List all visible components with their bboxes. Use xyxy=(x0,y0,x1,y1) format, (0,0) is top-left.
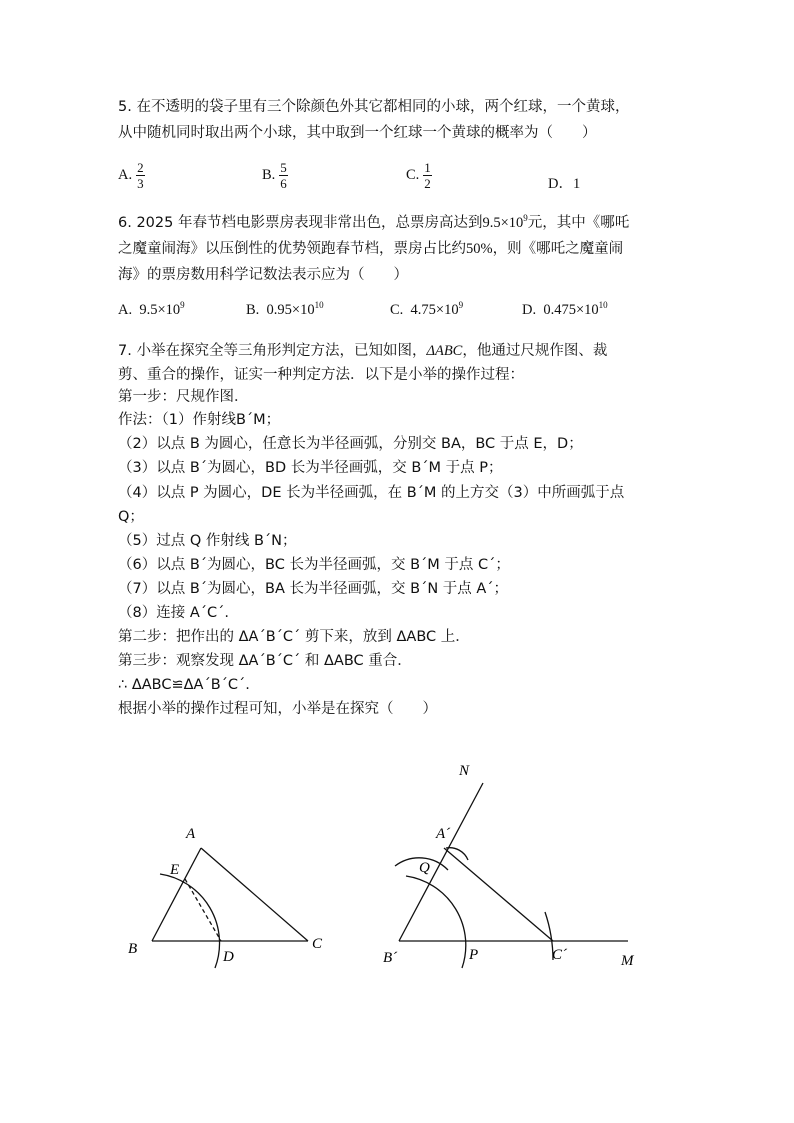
q7-construction-4: （4）以点 P 为圆心，DE 长为半径画弧，在 B´M 的上方交（3）中所画弧于点 xyxy=(118,485,625,501)
q6-line-2: 之魔童闹海》以压倒性的优势领跑春节档，票房占比约50%，则《哪吒之魔童闹 xyxy=(118,241,624,257)
q7-step-1: 第一步：尺规作图． xyxy=(118,389,249,405)
q6-line-3: 海》的票房数用科学记数法表示应为（ ） xyxy=(118,267,408,283)
label-B: B xyxy=(128,941,138,957)
label-C: C xyxy=(312,936,323,952)
q7-line-2: 剪、重合的操作，证实一种判定方法．以下是小举的操作过程： xyxy=(118,367,524,383)
label-E: E xyxy=(170,862,180,878)
q5-line-2: 从中随机同时取出两个小球，其中取到一个红球一个黄球的概率为（ ） xyxy=(118,125,597,141)
label-Q: Q xyxy=(419,860,430,876)
q7-step-3: 第三步：观察发现 ΔA´B´C´ 和 ΔABC 重合． xyxy=(118,653,412,669)
q7-construction-2: （2）以点 B 为圆心，任意长为半径画弧，分别交 BA，BC 于点 E，D； xyxy=(118,436,583,452)
q6-option-c[interactable]: C. $4.75\times 10^9$ xyxy=(390,300,464,318)
q7-construction-7: （7）以点 B´为圆心，BA 长为半径画弧，交 B´N 于点 A´； xyxy=(118,581,509,597)
q7-question: 根据小举的操作过程可知，小举是在探究（ ） xyxy=(118,701,437,717)
label-M: M xyxy=(621,953,634,969)
q7-construction-4-cont: Q； xyxy=(118,509,144,525)
label-A-prime: A´ xyxy=(436,826,451,842)
label-P: P xyxy=(469,947,479,963)
fraction: $\frac{5}{6}$ xyxy=(280,160,287,191)
label-D: D xyxy=(223,949,234,965)
q7-construction-8: （8）连接 A´C´. xyxy=(118,605,229,621)
q7-construction-6: （6）以点 B´为圆心，BC 长为半径画弧，交 B´M 于点 C´； xyxy=(118,557,510,573)
label-N: N xyxy=(459,763,470,779)
q7-construction-1: 作法：（1）作射线B´M； xyxy=(118,412,281,428)
label-B-prime: B´ xyxy=(383,950,398,966)
q7-construction-3: （3）以点 B´为圆心，BD 长为半径画弧，交 B´M 于点 P； xyxy=(118,460,503,476)
fraction: $\frac{1}{2}$ xyxy=(424,160,431,191)
q5-option-c[interactable]: C. $\frac{1}{2}$ xyxy=(406,160,431,191)
q7-conclusion: ∴ ΔABC≌ΔA´B´C´. xyxy=(118,677,250,693)
q5-line-1: 5. 在不透明的袋子里有三个除颜色外其它都相同的小球，两个红球，一个黄球， xyxy=(118,99,630,115)
q5-option-d[interactable]: D．1 xyxy=(548,176,581,192)
label-A: A xyxy=(186,826,196,842)
q5-option-a[interactable]: A. $\frac{2}{3}$ xyxy=(118,160,144,191)
q5-option-b[interactable]: B. $\frac{5}{6}$ xyxy=(262,160,287,191)
fraction: $\frac{2}{3}$ xyxy=(137,160,144,191)
label-C-prime: C´ xyxy=(552,947,567,963)
q6-option-a[interactable]: A. $9.5\times 10^9$ xyxy=(118,300,185,318)
q7-step-2: 第二步：把作出的 ΔA´B´C´ 剪下来，放到 ΔABC 上． xyxy=(118,629,470,645)
q7-construction-5: （5）过点 Q 作射线 B´N； xyxy=(118,533,297,549)
left-triangle xyxy=(152,848,308,968)
right-construction xyxy=(395,783,628,968)
q7-line-1: 7. 小举在探究全等三角形判定方法，已知如图，ΔABC，他通过尺规作图、裁 xyxy=(118,343,608,359)
q6-line-1: 6. 2025 年春节档电影票房表现非常出色，总票房高达到$9.5\times 10^9$元，其中《哪吒 xyxy=(118,213,630,231)
q6-option-d[interactable]: D. $0.475\times 10^{10}$ xyxy=(522,300,608,318)
q6-option-b[interactable]: B. $0.95\times 10^{10}$ xyxy=(246,300,324,318)
